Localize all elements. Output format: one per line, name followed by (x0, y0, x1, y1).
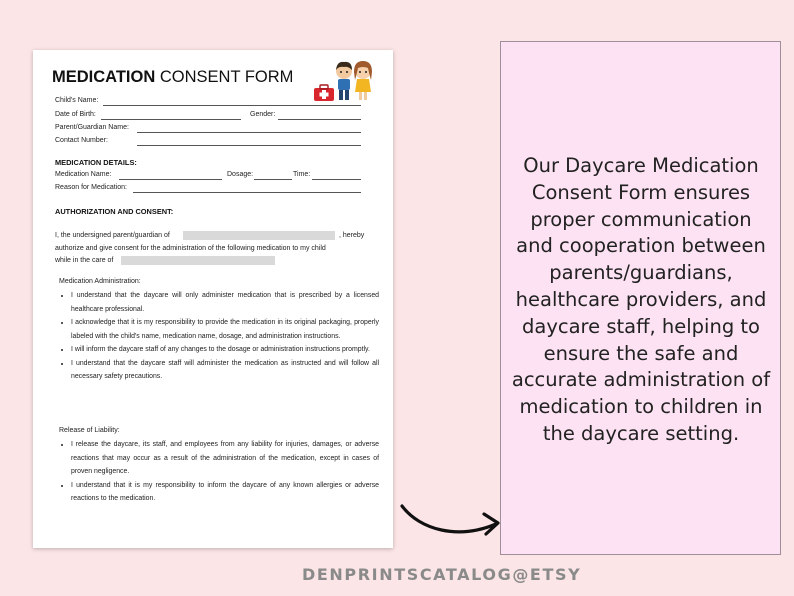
medication-administration-heading: Medication Administration: (59, 278, 141, 285)
childs-name-line[interactable] (103, 105, 361, 106)
consent-text-part1: I, the undersigned parent/guardian of (55, 232, 170, 239)
gender-label: Gender: (250, 111, 276, 118)
authorization-heading: AUTHORIZATION AND CONSENT: (55, 207, 174, 216)
form-title-bold: MEDICATION (52, 68, 156, 86)
release-of-liability-heading: Release of Liability: (59, 427, 120, 434)
administration-item: • I understand that the daycare staff will administer the medication as instructed and will follow all necessary safety precautions. (71, 357, 379, 384)
time-line[interactable] (312, 179, 361, 180)
contact-number-label: Contact Number: (55, 137, 108, 144)
release-item: • I understand that it is my responsibility to inform the daycare of any known allergies or adverse reactions to the medication. (71, 479, 379, 506)
dosage-label: Dosage: (227, 171, 254, 178)
description-text: Our Daycare Medication Consent Form ensures proper communication and cooperation between parents/guardians, healthcare providers, and daycare staff, helping to ensure the safe and accurate administration of medication to children in the daycare setting. (511, 154, 771, 445)
childs-name-label: Child's Name: (55, 97, 99, 104)
medication-name-line[interactable] (119, 179, 222, 180)
consent-form-page (33, 50, 393, 548)
date-of-birth-line[interactable] (101, 119, 241, 120)
parent-guardian-name-line[interactable] (137, 132, 361, 133)
administration-item: • I understand that the daycare will only administer medication that is prescribed by a licensed healthcare professional. (71, 289, 379, 316)
administration-item: • I acknowledge that it is my responsibility to provide the medication in its original packaging, properly labeled with the child's name, medication name, dosage, and administration instructions. (71, 316, 379, 343)
child-name-blank[interactable] (183, 231, 335, 240)
parent-guardian-name-label: Parent/Guardian Name: (55, 124, 129, 131)
administration-list (59, 289, 379, 384)
release-list (59, 438, 379, 506)
daycare-name-blank[interactable] (121, 256, 275, 265)
medication-name-label: Medication Name: (55, 171, 112, 178)
shop-watermark: DENPRINTSCATALOG@ETSY (302, 565, 582, 584)
time-label: Time: (293, 171, 311, 178)
gender-line[interactable] (278, 119, 361, 120)
dosage-line[interactable] (254, 179, 292, 180)
administration-item: • I will inform the daycare staff of any changes to the dosage or administration instructions promptly. (71, 343, 379, 357)
consent-text-part2: , hereby (339, 232, 365, 239)
kids-with-first-aid-kit-icon (313, 58, 377, 102)
form-title-rest: CONSENT FORM (155, 68, 294, 86)
reason-for-medication-label: Reason for Medication: (55, 184, 127, 191)
description-panel (500, 41, 781, 555)
form-title (52, 68, 293, 87)
curved-arrow-icon (398, 496, 506, 546)
release-item: • I release the daycare, its staff, and employees from any liability for injuries, damages, or adverse reactions that may occur as a result of the administration of the medication, except in cases of proven negligence. (71, 438, 379, 479)
consent-text-line2: authorize and give consent for the administration of the following medication to my child (55, 245, 326, 252)
contact-number-line[interactable] (137, 145, 361, 146)
date-of-birth-label: Date of Birth: (55, 111, 96, 118)
consent-text-line3: while in the care of (55, 257, 114, 264)
reason-for-medication-line[interactable] (133, 192, 361, 193)
medication-details-heading: MEDICATION DETAILS: (55, 158, 137, 167)
